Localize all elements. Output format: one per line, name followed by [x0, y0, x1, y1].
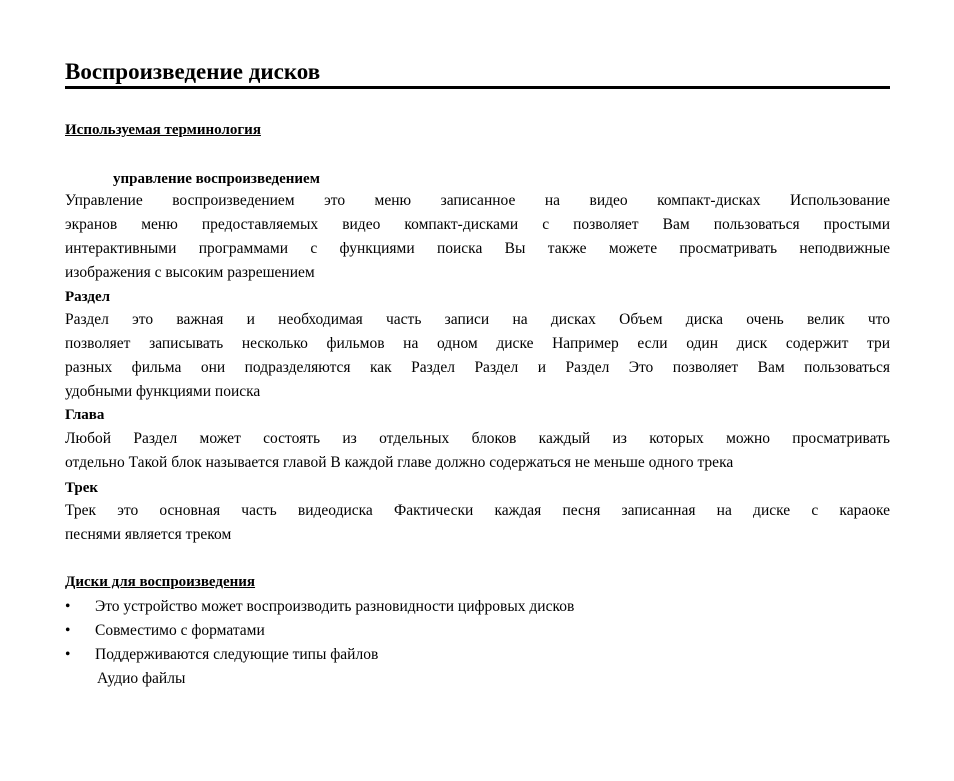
list-item — [65, 595, 890, 619]
discs-list — [65, 595, 890, 667]
paragraph-line: разных фильма они подразделяются как Раздел Раздел и Раздел Это позволяет Вам пользоваться — [65, 359, 890, 376]
list-item-text: Совместимо с форматами — [95, 622, 265, 639]
playback-control-heading: управление воспроизведением — [113, 171, 320, 187]
list-item — [65, 643, 890, 667]
bullet-icon: • — [65, 622, 71, 639]
paragraph-line: экранов меню предоставляемых видео компакт-дисками с позволяет Вам пользоваться простыми — [65, 216, 890, 233]
page-title: Воспроизведение дисков — [65, 57, 890, 89]
paragraph-line: Управление воспроизведением это меню записанное на видео компакт-дисках Использование — [65, 192, 890, 209]
paragraph-line: удобными функциями поиска — [65, 383, 261, 400]
paragraph-line: изображения с высоким разрешением — [65, 264, 315, 281]
audio-files-label: Аудио файлы — [97, 670, 186, 687]
track-heading: Трек — [65, 480, 99, 496]
terminology-heading: Используемая терминология — [65, 122, 261, 138]
list-item — [65, 619, 890, 643]
list-item-text: Это устройство может воспроизводить разновидности цифровых дисков — [95, 598, 575, 615]
paragraph-line: позволяет записывать несколько фильмов на одном диске Например если один диск содержит три — [65, 335, 890, 352]
paragraph-line: интерактивными программами с функциями поиска Вы также можете просматривать неподвижные — [65, 240, 890, 257]
paragraph-line: Трек это основная часть видеодиска Фактически каждая песня записанная на диске с караоке — [65, 502, 890, 519]
paragraph-line: песнями является треком — [65, 526, 232, 543]
track-paragraph — [65, 499, 890, 547]
list-item-text: Поддерживаются следующие типы файлов — [95, 646, 379, 663]
bullet-icon: • — [65, 598, 71, 615]
title-section-paragraph — [65, 308, 890, 404]
chapter-paragraph — [65, 427, 890, 475]
bullet-icon: • — [65, 646, 71, 663]
playback-control-paragraph — [65, 189, 890, 285]
paragraph-line: отдельно Такой блок называется главой В каждой главе должно содержаться не меньше одного трека — [65, 454, 734, 471]
discs-heading: Диски для воспроизведения — [65, 574, 256, 590]
paragraph-line: Любой Раздел может состоять из отдельных блоков каждый из которых можно просматривать — [65, 430, 890, 447]
paragraph-line: Раздел это важная и необходимая часть записи на дисках Объем диска очень велик что — [65, 311, 890, 328]
title-section-heading: Раздел — [65, 289, 111, 305]
chapter-heading: Глава — [65, 407, 105, 423]
